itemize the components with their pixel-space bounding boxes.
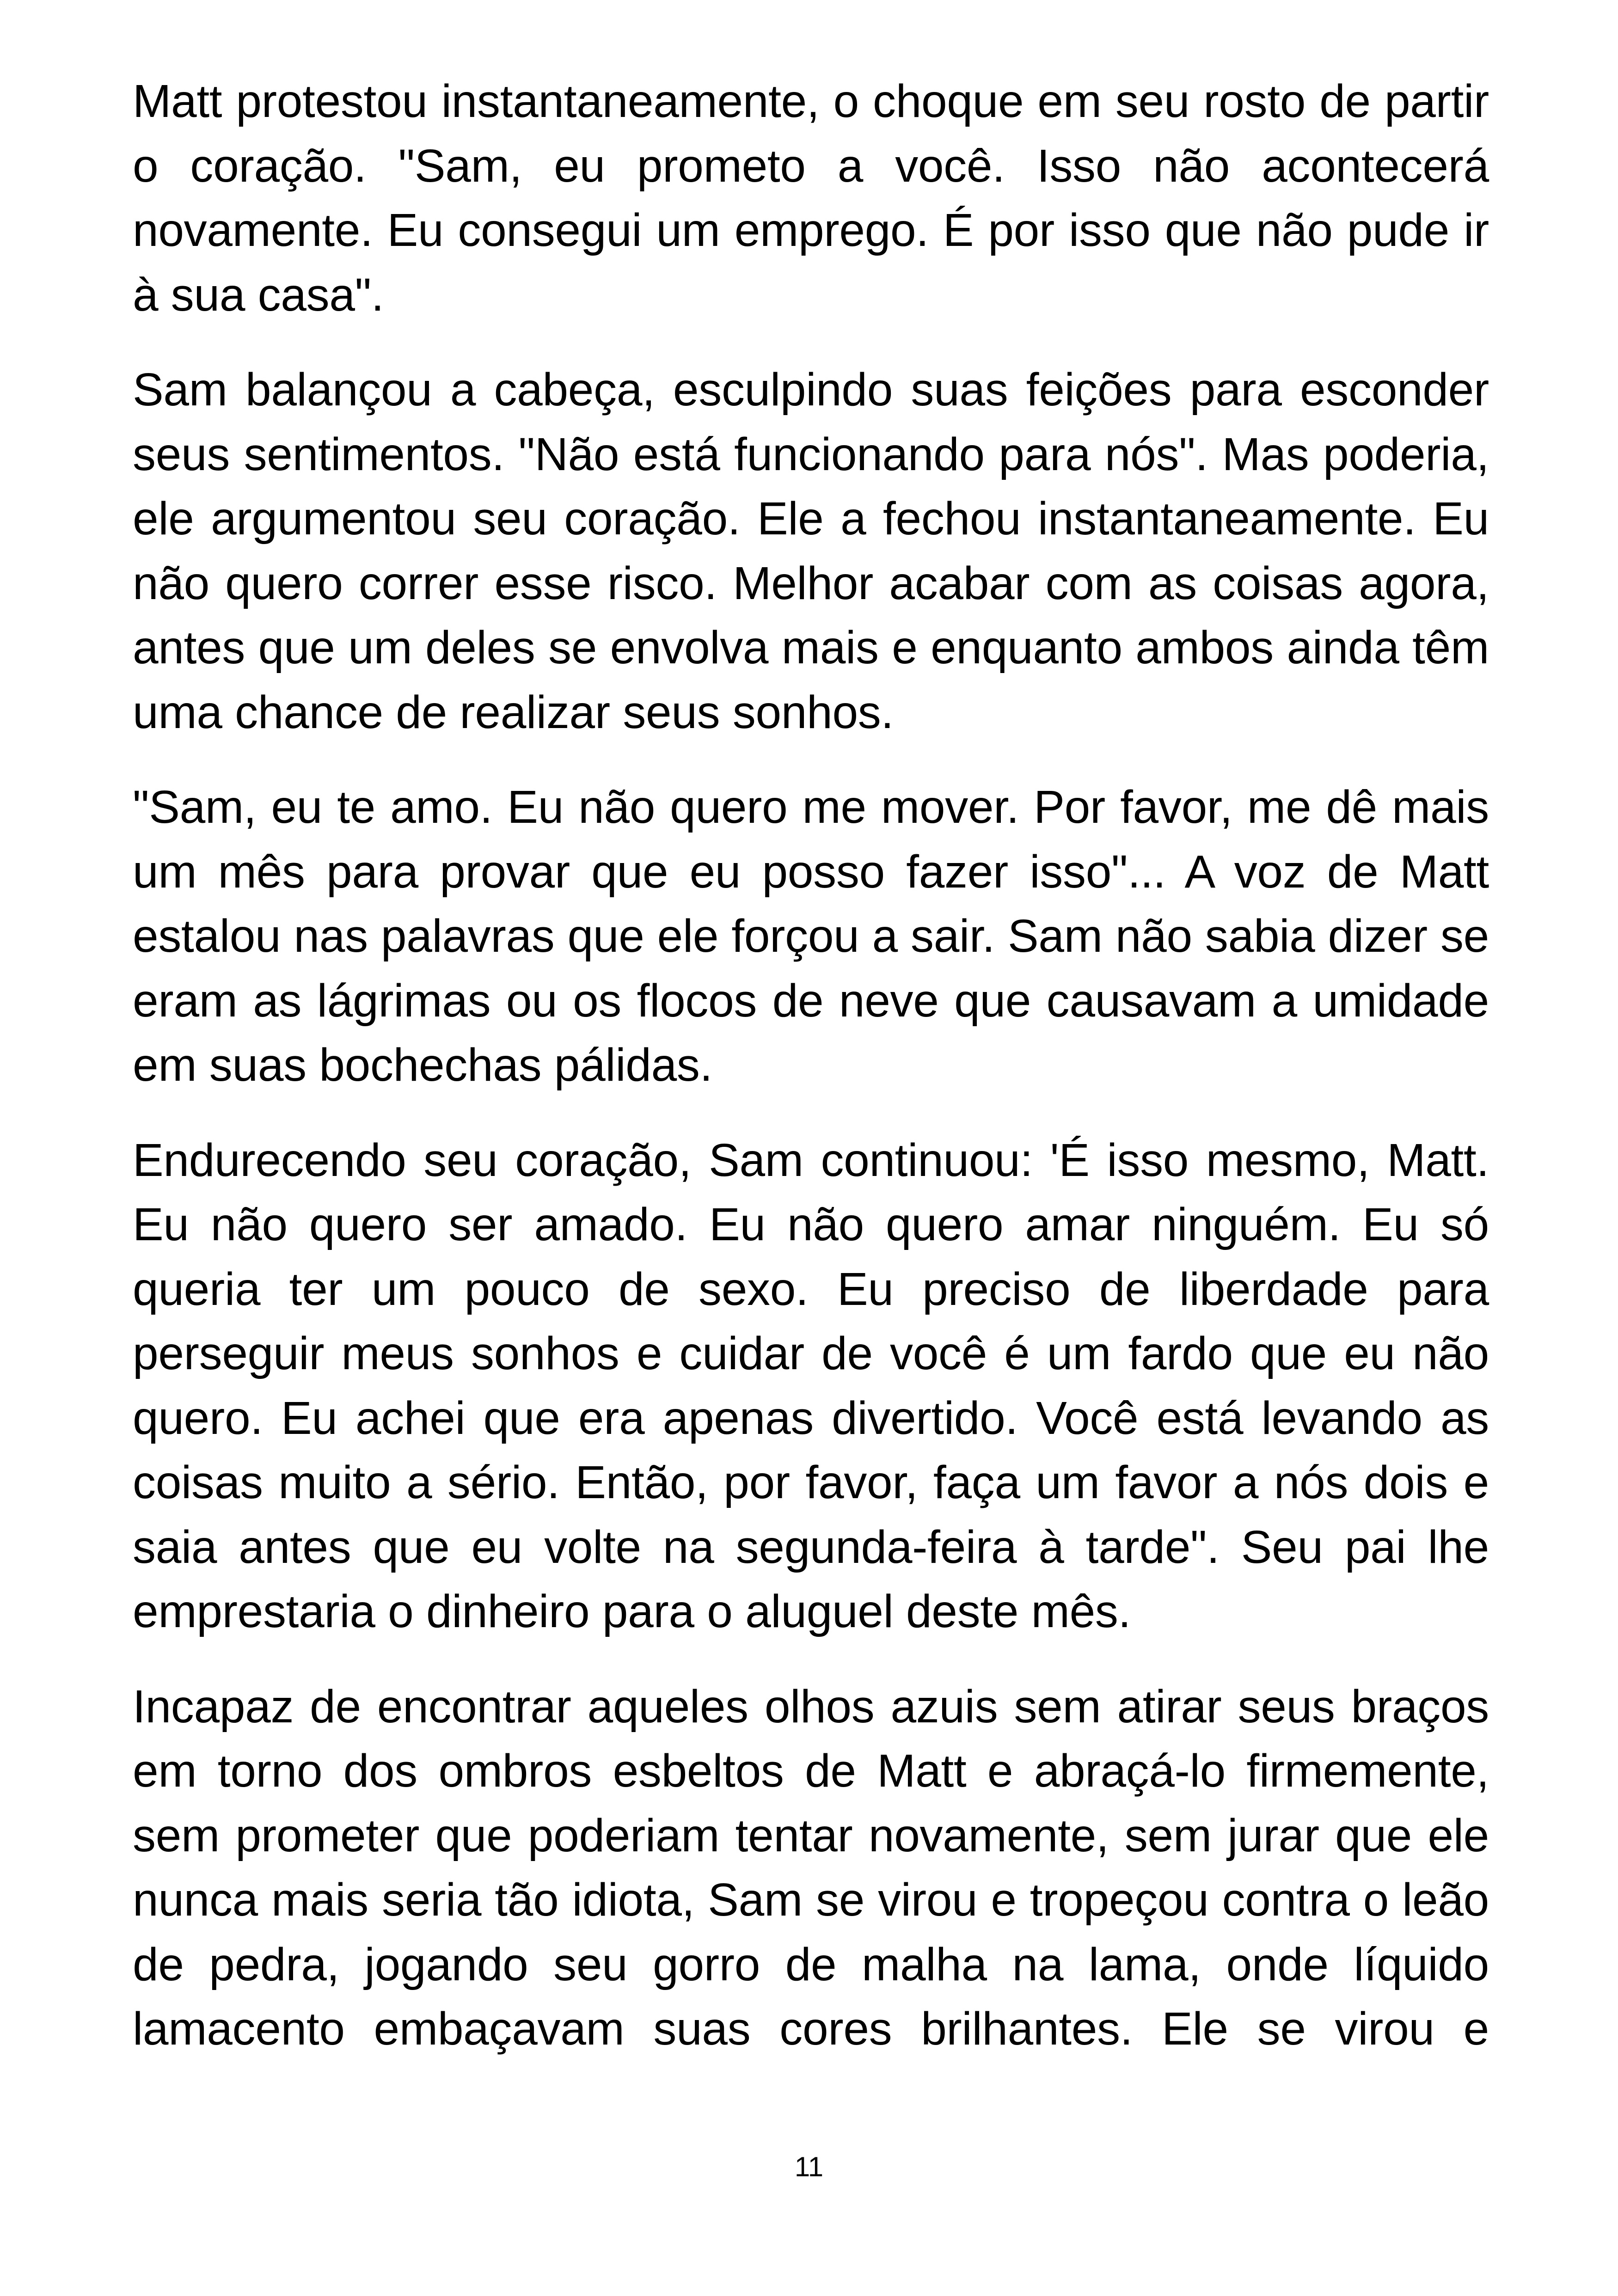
paragraph-4: Endurecendo seu coração, Sam continuou: 'É isso mesmo, Matt. Eu não quero ser amado. Eu não quero amar ninguém. Eu só queria ter um pouco de sexo. Eu preciso de liberdade para perseguir meus sonhos e cuidar de você é um fardo que eu não quero. Eu achei que era apenas divertido. Você está levando as coisas muito a sério. Então, por favor, faça um favor a nós dois e saia antes que eu volte na segunda-feira à tarde". Seu pai lhe emprestaria o dinheiro para o aluguel deste mês. <box>133 1134 1489 1637</box>
paragraph-1: Matt protestou instantaneamente, o choque em seu rosto de partir o coração. "Sam, eu prometo a você. Isso não acontecerá novamente. Eu consegui um emprego. É por isso que não pude ir à sua casa". <box>133 75 1489 321</box>
paragraph-3: "Sam, eu te amo. Eu não quero me mover. Por favor, me dê mais um mês para provar que eu posso fazer isso"... A voz de Matt estalou nas palavras que ele forçou a sair. Sam não sabia dizer se eram as lágrimas ou os flocos de neve que causavam a umidade em suas bochechas pálidas. <box>133 781 1489 1091</box>
paragraph-2: Sam balançou a cabeça, esculpindo suas feições para esconder seus sentimentos. "Não está funcionando para nós". Mas poderia, ele argumentou seu coração. Ele a fechou instantaneamente. Eu não quero correr esse risco. Melhor acabar com as coisas agora, antes que um deles se envolva mais e enquanto ambos ainda têm uma chance de realizar seus sonhos. <box>133 364 1489 738</box>
paragraph-5: Incapaz de encontrar aqueles olhos azuis sem atirar seus braços em torno dos ombros esbeltos de Matt e abraçá-lo firmemente, sem prometer que poderiam tentar novamente, sem jurar que ele nunca mais seria tão idiota, Sam se virou e tropeçou contra o leão de pedra, jogando seu gorro de malha na lama, onde líquido lamacento embaçavam suas cores brilhantes. Ele se virou e <box>133 1680 1489 2055</box>
body-text <box>133 69 1489 2062</box>
page-number: 11 <box>794 2151 824 2182</box>
